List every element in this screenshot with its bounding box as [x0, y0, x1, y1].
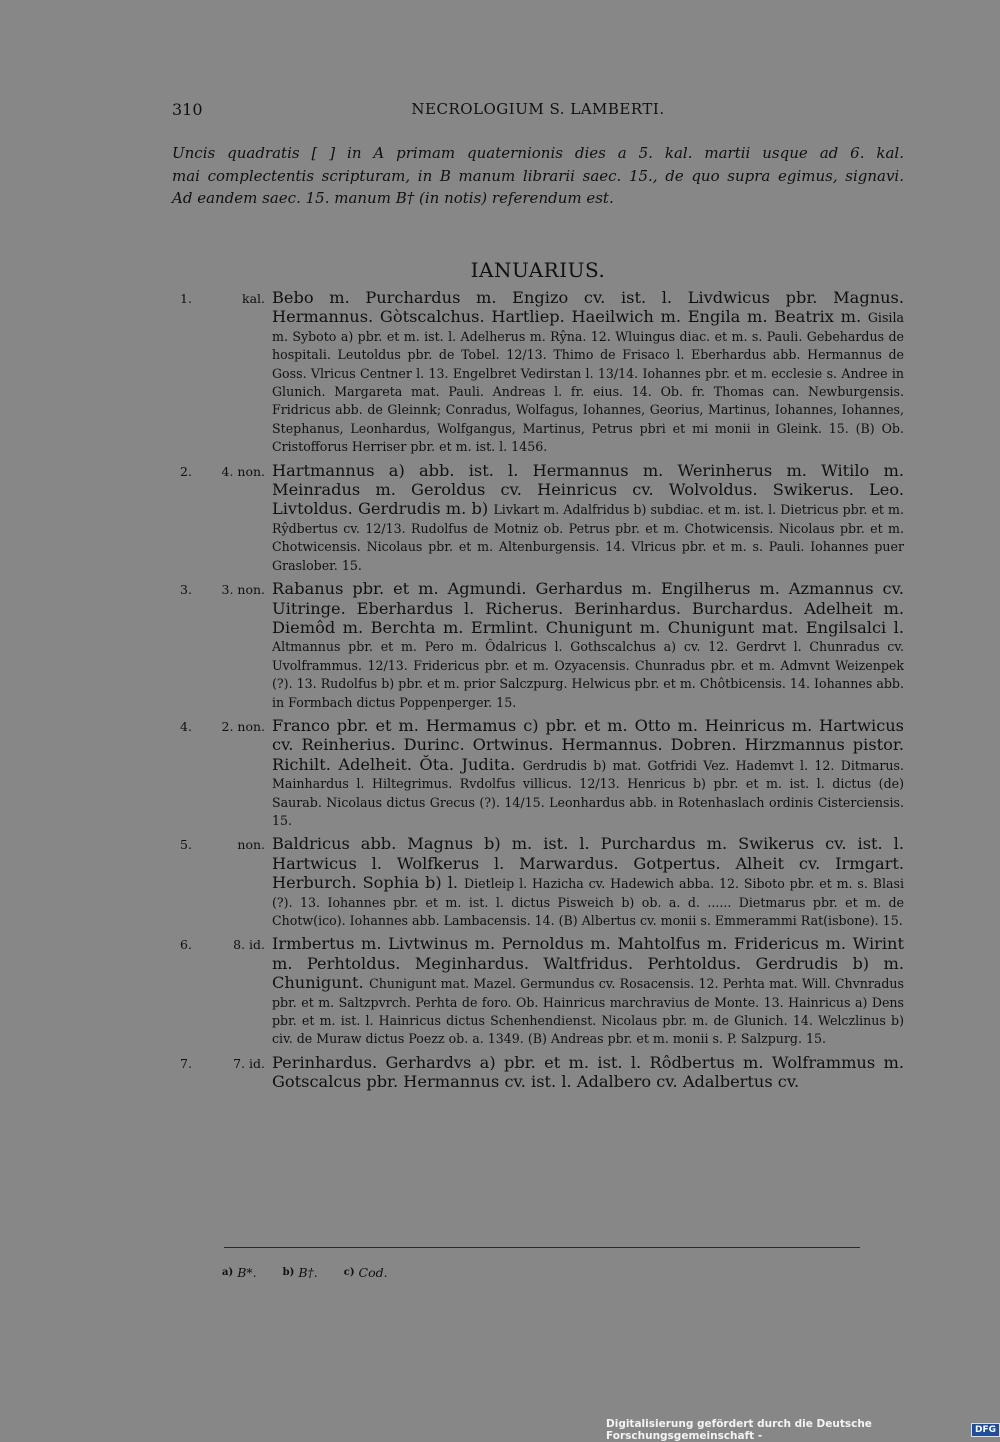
entry-original-names: Baldricus abb. Magnus b) m. ist. l. Purchardus m. Swikerus cv. ist. l. Hartwicus l. Wolfkerus l. Marwardus. Gotpertus. Alheit cv. Irmgart. Herburch. Sophia b) l. — [272, 834, 904, 893]
footnote-mark: a) — [222, 1267, 234, 1278]
entry-original-names: Franco pbr. et m. Hermamus c) pbr. et m. Otto m. Heinricus m. Hartwicus cv. Reinherius. Durinc. Ortwinus. Hermannus. Dobren. Hirzmannus pistor. Richilt. Adelheit. Ŏta. Judita. — [272, 715, 904, 774]
entry-text — [272, 717, 904, 830]
running-title: NECROLOGIUM S. LAMBERTI. — [411, 100, 665, 118]
entry-date: non. — [237, 837, 265, 853]
running-head — [172, 100, 904, 124]
footnote-rule — [224, 1247, 860, 1248]
entry-text — [272, 289, 904, 457]
entry-original-names: Rabanus pbr. et m. Agmundi. Gerhardus m. Engilherus m. Azmannus cv. Uitringe. Eberhardus l. Richerus. Berinhardus. Burchardus. Adelheit m. Diemôd m. Berchta m. Ermlint. Chunigunt m. Chunigunt mat. Engilsalci l. — [272, 579, 904, 637]
calendar-entry — [172, 289, 904, 457]
entry-number: 6. — [180, 937, 192, 953]
entry-text — [272, 1054, 904, 1093]
page-number: 310 — [172, 100, 203, 119]
footnote — [344, 1265, 388, 1280]
footnote — [222, 1265, 257, 1280]
entry-date: kal. — [242, 291, 265, 306]
entry-original-names: Perinhardus. Gerhardvs a) pbr. et m. ist. l. Rôdbertus m. Wolframmus m. Gotscalcus pbr. Hermannus cv. ist. l. Adalbero cv. Adalbertus cv. — [272, 1052, 904, 1092]
entry-text — [272, 580, 904, 712]
entry-original-names: Irmbertus m. Livtwinus m. Pernoldus m. Mahtolfus m. Fridericus m. Wirint m. Perhtoldus. Meginhardus. Waltfridus. Perhtoldus. Gerdrudis b) m. Chunigunt. — [272, 934, 904, 993]
month-heading: IANUARIUS. — [470, 258, 606, 282]
footnote-mark: b) — [282, 1267, 295, 1278]
entry-date: 3. non. — [221, 582, 265, 598]
calendar-entry — [172, 462, 904, 575]
entry-later-additions: Livkart m. Adalfridus b) subdiac. et m. ist. l. Dietricus pbr. et m. Rŷdbertus cv. 12/13. Rudolfus de Motniz ob. Petrus pbr. et m. Chotwicensis. Nicolaus pbr. et m. Chotwicensis. Nicolaus pbr. et m. Altenburgensis. 14. Vlricus pbr. et m. s. Pauli. Iohannes puer Graslober. 15. — [272, 502, 904, 573]
entries-list — [172, 289, 904, 1098]
entry-later-additions: Gisila m. Syboto a) pbr. et m. ist. l. Adelherus m. Rŷna. 12. Wluingus diac. et m. s. Pauli. Gebehardus de hospitali. Leutoldus pbr. de Tobel. 12/13. Thimo de Frisaco l. Eberhardus abb. Hermannus de Goss. Vlricus Centner l. 13. Engelbret Vedirstan l. 13/14. Iohannes pbr. et m. ecclesie s. Andree in Glunich. Margareta mat. Pauli. Andreas l. fr. eius. 14. Ob. fr. Thomas can. Newburgensis. Fridricus abb. de Gleinnk; Conradus, Wolfagus, Iohannes, Georius, Martinus, Iohannes, Iohannes, Stephanus, Leonhardus, Wolfgangus, Martinus, Petrus pbri et mi monii in Gleink. 15. (B) Ob. Cristofforus Herriser pbr. et m. ist. l. 1456. — [272, 310, 904, 455]
calendar-entry — [172, 580, 904, 712]
entry-number: 3. — [180, 582, 192, 598]
entry-date: 7. id. — [233, 1055, 265, 1071]
footnote-text: B†. — [298, 1265, 318, 1280]
entry-later-additions: Altmannus pbr. et m. Pero m. Ôdalricus l. Gothscalchus a) cv. 12. Gerdrvt l. Chunradus cv. Uvolframmus. 12/13. Fridericus pbr. et m. Ozyacensis. Chunradus pbr. et m. Admvnt Weizenpek (?). 13. Rudolfus b) pbr. et m. prior Salczpurg. Helwicus pbr. et m. Chôtbicensis. 14. Iohannes abb. in Formbach dictus Poppenperger. 15. — [272, 639, 904, 710]
entry-later-additions: Gerdrudis b) mat. Gotfridi Vez. Hademvt l. 12. Ditmarus. Mainhardus l. Hiltegrimus. Rvdolfus villicus. 12/13. Henricus b) pbr. et m. ist. l. dictus (de) Saurab. Nicolaus dictus Grecus (?). 14/15. Leonhardus abb. in Rotenhaslach ordinis Cisterciensis. 15. — [272, 757, 904, 828]
calendar-entry — [172, 835, 904, 930]
footnote-text: B*. — [237, 1265, 257, 1280]
funding-note: Digitalisierung gefördert durch die Deutsche Forschungsgemeinschaft - — [606, 1418, 872, 1442]
footnotes — [222, 1265, 410, 1280]
entry-later-additions: Dietleip l. Hazicha cv. Hadewich abba. 12. Siboto pbr. et m. s. Blasi (?). 13. Iohannes pbr. et m. ist. l. dictus Pisweich b) ob. a. d. ...... Dietmarus pbr. et m. de Chotw(ico). Iohannes abb. Lambacensis. 14. (B) Albertus cv. monii s. Emmerammi Rat(isbone). 15. — [272, 876, 904, 928]
entry-text — [272, 835, 904, 930]
calendar-entry — [172, 1054, 904, 1093]
footnote-text: Cod. — [358, 1265, 388, 1280]
entry-number: 2. — [180, 463, 192, 479]
funding-credit — [606, 1418, 1000, 1442]
entry-number: 4. — [180, 718, 192, 734]
intro-line: mai complectentis scripturam, in B manum librarii saec. 15., de quo supra egimus, signavi. — [172, 166, 904, 185]
calendar-entry — [172, 717, 904, 830]
entry-date: 4. non. — [221, 463, 265, 479]
calendar-entry — [172, 935, 904, 1048]
entry-date: 2. non. — [221, 718, 265, 734]
entry-date: 8. id. — [233, 937, 265, 953]
dfg-logo: DFG — [971, 1423, 1000, 1437]
entry-number: 5. — [180, 837, 192, 853]
intro-line: Ad eandem saec. 15. manum B† (in notis) referendum est. — [172, 189, 614, 207]
entry-number: 1. — [180, 291, 192, 306]
entry-text — [272, 935, 904, 1048]
intro-line: Uncis quadratis [ ] in A primam quaternionis dies a 5. kal. martii usque ad 6. kal. — [172, 144, 904, 162]
entry-text — [272, 462, 904, 575]
footnote-mark: c) — [343, 1267, 355, 1278]
entry-original-names: Hartmannus a) abb. ist. l. Hermannus m. Werinherus m. Witilo m. Meinradus m. Geroldus cv. Heinricus cv. Wolvoldus. Swikerus. Leo. Livtoldus. Gerdrudis m. b) — [272, 460, 904, 519]
intro-paragraph — [172, 142, 904, 210]
entry-original-names: Bebo m. Purchardus m. Engizo cv. ist. l. Livdwicus pbr. Magnus. Hermannus. Gòtscalchus. Hartliep. Haeilwich m. Engila m. Beatrix m. — [272, 288, 904, 327]
entry-later-additions: Chunigunt mat. Mazel. Germundus cv. Rosacensis. 12. Perhta mat. Will. Chvnradus pbr. et m. Saltzpvrch. Perhta de foro. Ob. Hainricus marchravius de Monte. 13. Hainricus a) Dens pbr. et m. ist. l. Hainricus dictus Schenhendienst. Nicolaus pbr. m. de Glunich. 14. Welczlinus b) civ. de Muraw dictus Poezz ob. a. 1349. (B) Andreas pbr. et m. monii s. P. Salzpurg. 15. — [272, 976, 905, 1047]
footnote — [283, 1265, 318, 1280]
entry-number: 7. — [180, 1055, 192, 1071]
